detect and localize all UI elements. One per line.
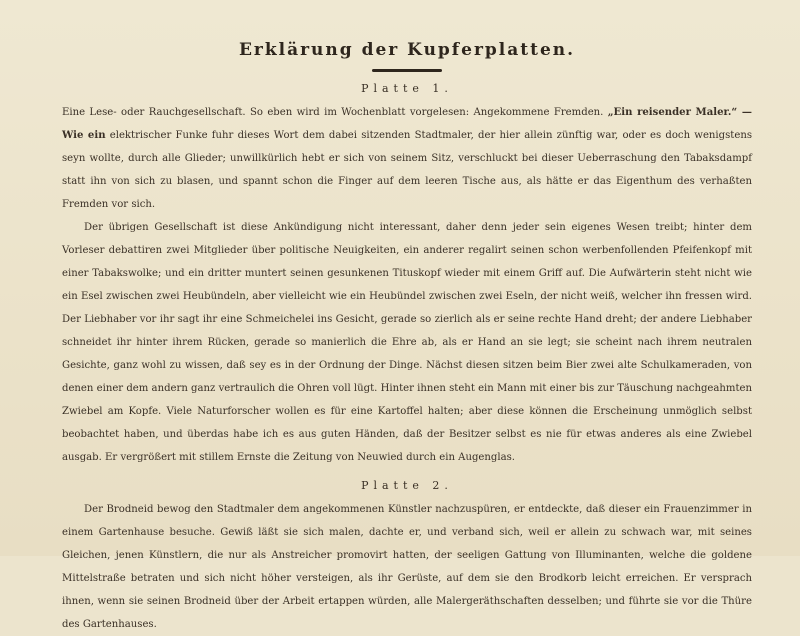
plate2-heading: Platte 2. (361, 479, 453, 492)
plate1-p1-quote: „Ein reisender Maler.“ — Wie ein (62, 107, 752, 141)
plate2-paragraph-1: Der Brodneid bewog den Stadtmaler dem angekommenen Künstler nachzuspüren, er entdeckte, daß dieser ein Frauenzimmer in einem Gartenhause besuche. Gewiß läßt sie sich malen, dachte er, und verband sich, weil er allein zu schwach war, mit seines Gleichen, jenen Künstlern, die nur als Anstreicher promovirt hatten, der seeligen Gattung von Illuminanten, welche die goldene Mittelstraße betraten und sich nicht höher versteigen, als ihr Gerüste, auf dem sie den Brodkorb leicht erreichen. Er versprach ihnen, wenn sie seinen Brodneid über der Arbeit ertappen würden, alle Malergeräthschaften desselben; und führte sie vor die Thüre des Gartenhauses. (62, 504, 752, 630)
page-title: Erklärung der Kupferplatten. (238, 40, 576, 60)
plate1-paragraph-1 (62, 101, 752, 216)
plate1-p1-text-a: Eine Lese- oder Rauchgesellschaft. So eben wird im Wochenblatt vorgelesen: Angekommene Fremden. (62, 107, 608, 118)
plate1-p1-text-b: elektrischer Funke fuhr dieses Wort dem dabei sitzenden Stadtmaler, der hier allein zünftig war, oder es doch wenigstens seyn wollte, durch alle Glieder; unwillkürlich hebt er sich von seinem Sitz, verschluckt bei dieser Ueberraschung den Tabaksdampf statt ihn von sich zu blasen, und spannt schon die Finger auf dem leeren Tische aus, als hätte er das Eigenthum des verhaßten Fremden vor sich. (62, 130, 752, 210)
plate1-paragraph-2: Der übrigen Gesellschaft ist diese Ankündigung nicht interessant, daher denn jeder sein eigenes Wesen treibt; hinter dem Vorleser debattiren zwei Mitglieder über politische Neuigkeiten, ein anderer regalirt seinen schon werbenfollenden Pfeifenkopf mit einer Tabakswolke; und ein dritter muntert seinen gesunkenen Tituskopf wieder mit einem Griff auf. Die Aufwärterin steht nicht wie ein Esel zwischen zwei Heubündeln, aber vielleicht wie ein Heubündel zwischen zwei Eseln, der nicht weiß, welcher ihn fressen wird. Der Liebhaber vor ihr sagt ihr eine Schmeichelei ins Gesicht, gerade so zierlich als er seine rechte Hand dreht; der andere Liebhaber schneidet ihr hinter ihrem Rücken, gerade so manierlich die Ehre ab, als er Hand an sie legt; sie scheint nach ihrem neutralen Gesichte, ganz wohl zu wissen, daß sey es in der Ordnung der Dinge. Nächst diesen sitzen beim Bier zwei alte Schulkameraden, von denen einer dem andern ganz vertraulich die Ohren voll lügt. Hinter ihnen steht ein Mann mit einer bis zur Täuschung nachgeahmten Zwiebel am Kopfe. Viele Naturforscher wollen es für eine Kartoffel halten; aber diese können die Erscheinung unmöglich selbst beobachtet haben, und überdas habe ich es aus guten Händen, daß der Besitzer selbst es nie für etwas anderes als eine Zwiebel ausgab. Er vergrößert mit stillem Ernste die Zeitung von Neuwied durch ein Augenglas. (62, 222, 752, 463)
plate1-heading: Platte 1. (361, 82, 453, 95)
title-rule (372, 69, 442, 72)
